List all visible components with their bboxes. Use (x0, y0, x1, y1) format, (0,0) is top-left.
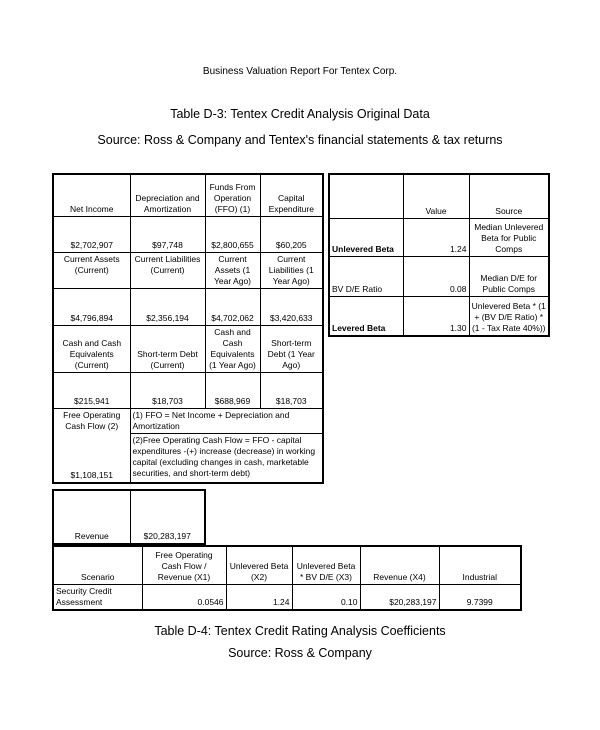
table-row (53, 490, 205, 544)
table-row (329, 256, 549, 296)
row-source: Median D/E for Public Comps (469, 256, 549, 296)
note-ffo: (1) FFO = Net Income + Depreciation and Amortization (130, 408, 323, 433)
value-cell: 1.24 (226, 584, 292, 610)
header-cell: Current Assets (Current) (53, 252, 130, 288)
value-cell: 9.7399 (439, 584, 521, 610)
table-d3-source: Source: Ross & Company and Tentex's financial statements & tax returns (97, 133, 503, 147)
value-cell: $18,703 (260, 372, 323, 408)
header-cell: Revenue (X4) (360, 546, 439, 584)
row-label: Unlevered Beta (329, 218, 403, 256)
table-row (53, 252, 323, 288)
revenue-label: Revenue (53, 490, 130, 544)
row-value: 1.24 (403, 218, 469, 256)
note-focf: (2)Free Operating Cash Flow = FFO - capital expenditures -(+) increase (decrease) in working capital (excluding changes in cash, marketable securities, and short-term debt) (130, 433, 323, 483)
revenue-table (52, 489, 206, 545)
table-row (53, 433, 323, 483)
value-cell: $3,420,633 (260, 288, 323, 325)
row-label: BV D/E Ratio (329, 256, 403, 296)
value-cell: $2,356,194 (130, 288, 205, 325)
table-d4-title: Table D-4: Tentex Credit Rating Analysis Coefficients (154, 624, 446, 638)
focf-label: Free Operating Cash Flow (2) (53, 408, 130, 433)
header-cell: Industrial (439, 546, 521, 584)
table-d3-title: Table D-3: Tentex Credit Analysis Original Data (170, 107, 430, 121)
header-cell: Unlevered Beta * BV D/E (X3) (292, 546, 360, 584)
table-row (53, 174, 323, 216)
row-source: Median Unlevered Beta for Public Comps (469, 218, 549, 256)
value-cell: $60,205 (260, 216, 323, 252)
table-row (53, 372, 323, 408)
header-cell: Cash and Cash Equivalents (1 Year Ago) (205, 325, 260, 372)
scenario-name: Security Credit Assessment (53, 584, 142, 610)
header-cell: Scenario (53, 546, 142, 584)
header-cell: Net Income (53, 174, 130, 216)
scenario-table (52, 545, 522, 611)
table-row (53, 408, 323, 433)
table-row (53, 546, 521, 584)
header-cell: Current Assets (1 Year Ago) (205, 252, 260, 288)
value-cell: $215,941 (53, 372, 130, 408)
header-cell: Capital Expenditure (260, 174, 323, 216)
row-label: Levered Beta (329, 296, 403, 336)
credit-analysis-table (52, 173, 324, 484)
header-cell: Cash and Cash Equivalents (Current) (53, 325, 130, 372)
report-title: Business Valuation Report For Tentex Corp. (202, 66, 398, 77)
column-header-value: Value (403, 174, 469, 218)
table-row (53, 584, 521, 610)
value-cell: $20,283,197 (360, 584, 439, 610)
value-cell: $18,703 (130, 372, 205, 408)
table-row (53, 288, 323, 325)
header-cell: Depreciation and Amortization (130, 174, 205, 216)
value-cell: $4,796,894 (53, 288, 130, 325)
header-cell: Free Operating Cash Flow / Revenue (X1) (142, 546, 226, 584)
empty-cell (329, 174, 403, 218)
value-cell: $2,800,655 (205, 216, 260, 252)
table-row (329, 174, 549, 218)
header-cell: Short-term Debt (Current) (130, 325, 205, 372)
header-cell: Current Liabilities (1 Year Ago) (260, 252, 323, 288)
table-d4-source: Source: Ross & Company (228, 646, 372, 660)
value-cell: 0.10 (292, 584, 360, 610)
header-cell: Funds From Operation (FFO) (1) (205, 174, 260, 216)
value-cell: $4,702,062 (205, 288, 260, 325)
row-value: 1.30 (403, 296, 469, 336)
revenue-value: $20,283,197 (130, 490, 205, 544)
focf-value: $1,108,151 (53, 433, 130, 483)
table-row (329, 218, 549, 256)
table-row (53, 216, 323, 252)
value-cell: $688,969 (205, 372, 260, 408)
value-cell: 0.0546 (142, 584, 226, 610)
table-row (329, 296, 549, 336)
beta-table (328, 173, 550, 337)
row-source: Unlevered Beta * (1 + (BV D/E Ratio) * (1 - Tax Rate 40%)) (469, 296, 549, 336)
column-header-source: Source (469, 174, 549, 218)
header-cell: Unlevered Beta (X2) (226, 546, 292, 584)
table-row (53, 325, 323, 372)
value-cell: $2,702,907 (53, 216, 130, 252)
row-value: 0.08 (403, 256, 469, 296)
value-cell: $97,748 (130, 216, 205, 252)
header-cell: Current Liabilities (Current) (130, 252, 205, 288)
header-cell: Short-term Debt (1 Year Ago) (260, 325, 323, 372)
